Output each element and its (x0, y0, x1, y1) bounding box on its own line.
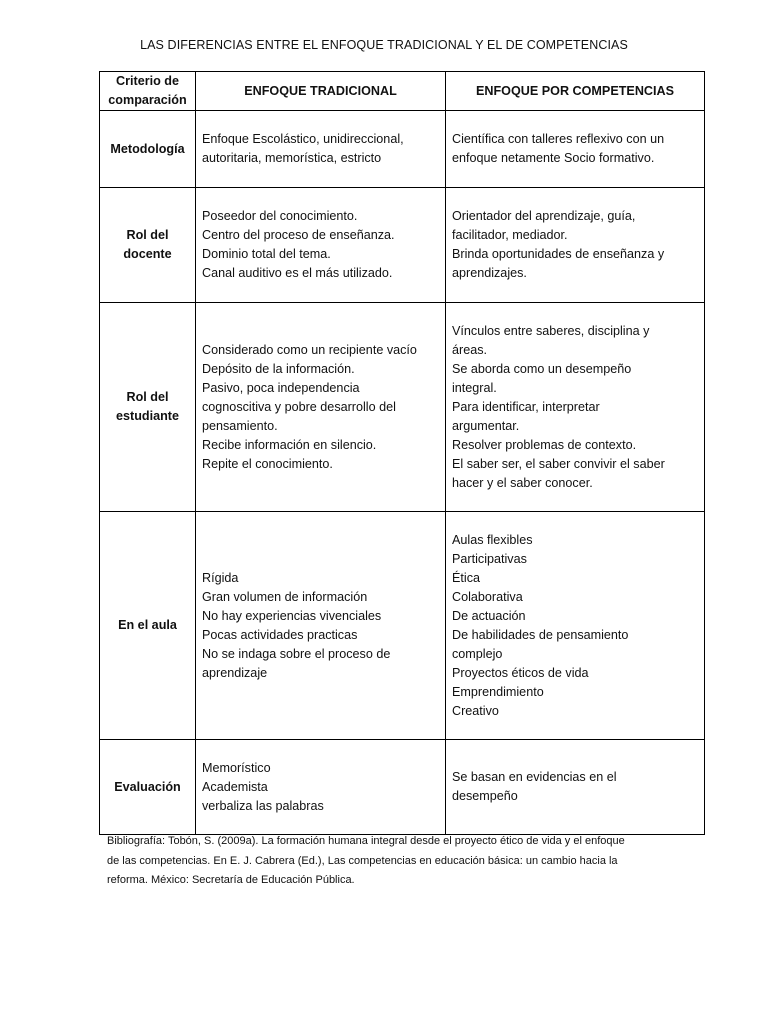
cell-line: Rígida (202, 570, 239, 585)
tradicional-cell (196, 188, 446, 303)
cell-line: Ética (452, 570, 480, 585)
cell-line: Vínculos entre saberes, disciplina y (452, 323, 650, 338)
table-row (100, 188, 705, 303)
cell-line: autoritaria, memorística, estricto (202, 151, 382, 165)
header-line: ENFOQUE TRADICIONAL (244, 83, 397, 98)
tradicional-cell (196, 740, 446, 835)
cell-line: Emprendimiento (452, 684, 544, 699)
cell-line: Resolver problemas de contexto. (452, 437, 637, 452)
cell-line: Poseedor del conocimiento. (202, 209, 358, 223)
cell-line: aprendizaje (202, 665, 268, 680)
competencias-cell (446, 303, 705, 512)
bibliography (107, 832, 667, 891)
cell-line: Evaluación (114, 779, 181, 794)
cell-line: hacer y el saber conocer. (452, 475, 593, 490)
header-line: comparación (108, 93, 187, 107)
header-criterio (100, 72, 196, 111)
table-row (100, 111, 705, 188)
competencias-cell (446, 188, 705, 303)
table-header-row (100, 72, 705, 111)
cell-line: Se aborda como un desempeño (452, 361, 632, 376)
cell-line: Rol del (126, 228, 169, 242)
cell-line: Academista (202, 779, 268, 794)
criterio-cell (100, 303, 196, 512)
cell-line: pensamiento. (202, 418, 278, 433)
cell-line: Se basan en evidencias en el (452, 770, 617, 784)
cell-line: argumentar. (452, 418, 520, 433)
cell-line: De actuación (452, 608, 526, 623)
criterio-cell (100, 111, 196, 188)
cell-line: Científica con talleres reflexivo con un (452, 132, 665, 146)
table-row (100, 512, 705, 740)
criterio-cell (100, 740, 196, 835)
cell-line: Creativo (452, 703, 499, 718)
cell-line: Dominio total del tema. (202, 247, 331, 261)
bibliography-line: reforma. México: Secretaría de Educación Pública. (107, 874, 355, 886)
cell-line: Pasivo, poca independencia (202, 380, 360, 395)
cell-line: Para identificar, interpretar (452, 399, 600, 414)
bibliography-line: de las competencias. En E. J. Cabrera (Ed.), Las competencias en educación básica: un cambio hacia la (107, 854, 618, 867)
cell-line: enfoque netamente Socio formativo. (452, 151, 655, 165)
cell-line: Gran volumen de información (202, 589, 368, 604)
table-row (100, 303, 705, 512)
cell-line: Repite el conocimiento. (202, 456, 333, 471)
cell-line: cognoscitiva y pobre desarrollo del (202, 399, 396, 414)
cell-line: En el aula (118, 618, 177, 632)
cell-line: áreas. (452, 342, 488, 357)
cell-line: Memorístico (202, 760, 271, 775)
cell-line: Enfoque Escolástico, unidireccional, (202, 132, 404, 146)
tradicional-cell (196, 111, 446, 188)
cell-line: estudiante (116, 409, 179, 423)
cell-line: Brinda oportunidades de enseñanza y (452, 247, 665, 261)
bibliography-line: Bibliografía: Tobón, S. (2009a). La formación humana integral desde el proyecto ético de vida y el enfoque (107, 835, 625, 847)
cell-line: Recibe información en silencio. (202, 437, 377, 452)
cell-line: No se indaga sobre el proceso de (202, 646, 391, 661)
cell-line: facilitador, mediador. (452, 228, 568, 242)
cell-line: verbaliza las palabras (202, 798, 324, 813)
cell-line: Metodología (110, 141, 185, 156)
cell-line: El saber ser, el saber convivir el saber (452, 456, 665, 471)
cell-line: No hay experiencias vivenciales (202, 608, 382, 623)
cell-line: Rol del (126, 390, 169, 404)
cell-line: Proyectos éticos de vida (452, 665, 589, 680)
competencias-cell (446, 740, 705, 835)
header-line: Criterio de (116, 74, 179, 88)
cell-line: desempeño (452, 789, 518, 803)
competencias-cell (446, 512, 705, 740)
cell-line: Orientador del aprendizaje, guía, (452, 209, 636, 223)
header-line: ENFOQUE POR COMPETENCIAS (475, 83, 675, 98)
cell-line: Pocas actividades practicas (202, 627, 358, 642)
cell-line: complejo (452, 646, 503, 661)
cell-line: docente (123, 247, 172, 261)
competencias-cell (446, 111, 705, 188)
cell-line: aprendizajes. (452, 266, 527, 280)
cell-line: integral. (452, 380, 497, 395)
cell-line: Canal auditivo es el más utilizado. (202, 266, 393, 280)
cell-line: Considerado como un recipiente vacío (202, 342, 417, 357)
cell-line: Centro del proceso de enseñanza. (202, 228, 395, 242)
cell-line: Depósito de la información. (202, 361, 355, 376)
criterio-cell (100, 512, 196, 740)
cell-line: Colaborativa (452, 589, 523, 604)
criterio-cell (100, 188, 196, 303)
header-tradicional (196, 72, 446, 111)
document-title: LAS DIFERENCIAS ENTRE EL ENFOQUE TRADICIONAL Y EL DE COMPETENCIAS (140, 38, 628, 52)
tradicional-cell (196, 303, 446, 512)
cell-line: Aulas flexibles (452, 532, 533, 547)
table-row (100, 740, 705, 835)
comparison-table (99, 71, 705, 835)
cell-line: Participativas (452, 551, 527, 566)
tradicional-cell (196, 512, 446, 740)
header-competencias (446, 72, 705, 111)
cell-line: De habilidades de pensamiento (452, 627, 629, 642)
